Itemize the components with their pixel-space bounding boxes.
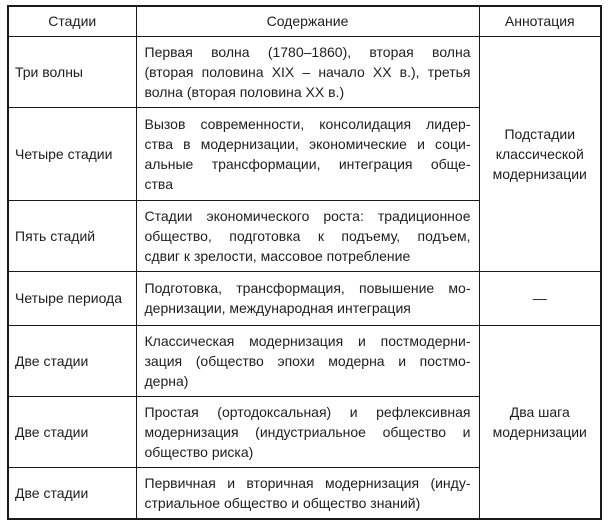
table-row bbox=[8, 271, 601, 325]
header-stages: Стадии bbox=[8, 6, 136, 36]
stage-cell-four-periods: Четыре периода bbox=[8, 271, 136, 325]
stage-cell-five-stages: Пять стадий bbox=[8, 200, 136, 271]
header-row bbox=[8, 6, 601, 36]
stage-cell-three-waves: Три волны bbox=[8, 36, 136, 107]
content-cell-two-stages-1: Классическая модернизация и постмодерни- зация (общество эпохи модерна и постмо- дерна) bbox=[136, 325, 479, 396]
content-cell-two-stages-2: Простая (ортодоксальная) и рефлексивная модернизация (индустриальное общество и общество риска) bbox=[136, 396, 479, 467]
annotation-cell-two-steps: Два шага модернизации bbox=[479, 325, 601, 519]
stages-table-container bbox=[7, 5, 602, 520]
stage-cell-two-stages-1: Две стадии bbox=[8, 325, 136, 396]
content-cell-five-stages: Стадии экономического роста: традиционное общество, подготовка к подъему, подъем, сдвиг к зрелости, массовое потребление bbox=[136, 200, 479, 271]
content-cell-four-stages: Вызов современности, консолидация лидер- ства в модернизации, экономические и соци- альные трансформации, интеграция обще- ства bbox=[136, 107, 479, 200]
stage-cell-two-stages-2: Две стадии bbox=[8, 396, 136, 467]
stage-cell-four-stages: Четыре стадии bbox=[8, 107, 136, 200]
header-annotation: Аннотация bbox=[479, 6, 601, 36]
content-cell-three-waves: Первая волна (1780–1860), вторая волна (вторая половина XIX – начало XX в.), третья волна (вторая половина XX в.) bbox=[136, 36, 479, 107]
table-row bbox=[8, 36, 601, 107]
stage-cell-two-stages-3: Две стадии bbox=[8, 467, 136, 519]
annotation-cell-classical-substages: Подстадии классической модернизации bbox=[479, 36, 601, 271]
annotation-cell-dash: — bbox=[479, 271, 601, 325]
content-cell-four-periods: Подготовка, трансформация, повышение мо- дернизации, международная интеграция bbox=[136, 271, 479, 325]
content-cell-two-stages-3: Первичная и вторичная модернизация (инду- стриальное общество и общество знаний) bbox=[136, 467, 479, 519]
table-row bbox=[8, 325, 601, 396]
header-content: Содержание bbox=[136, 6, 479, 36]
modernization-stages-table bbox=[7, 5, 602, 520]
